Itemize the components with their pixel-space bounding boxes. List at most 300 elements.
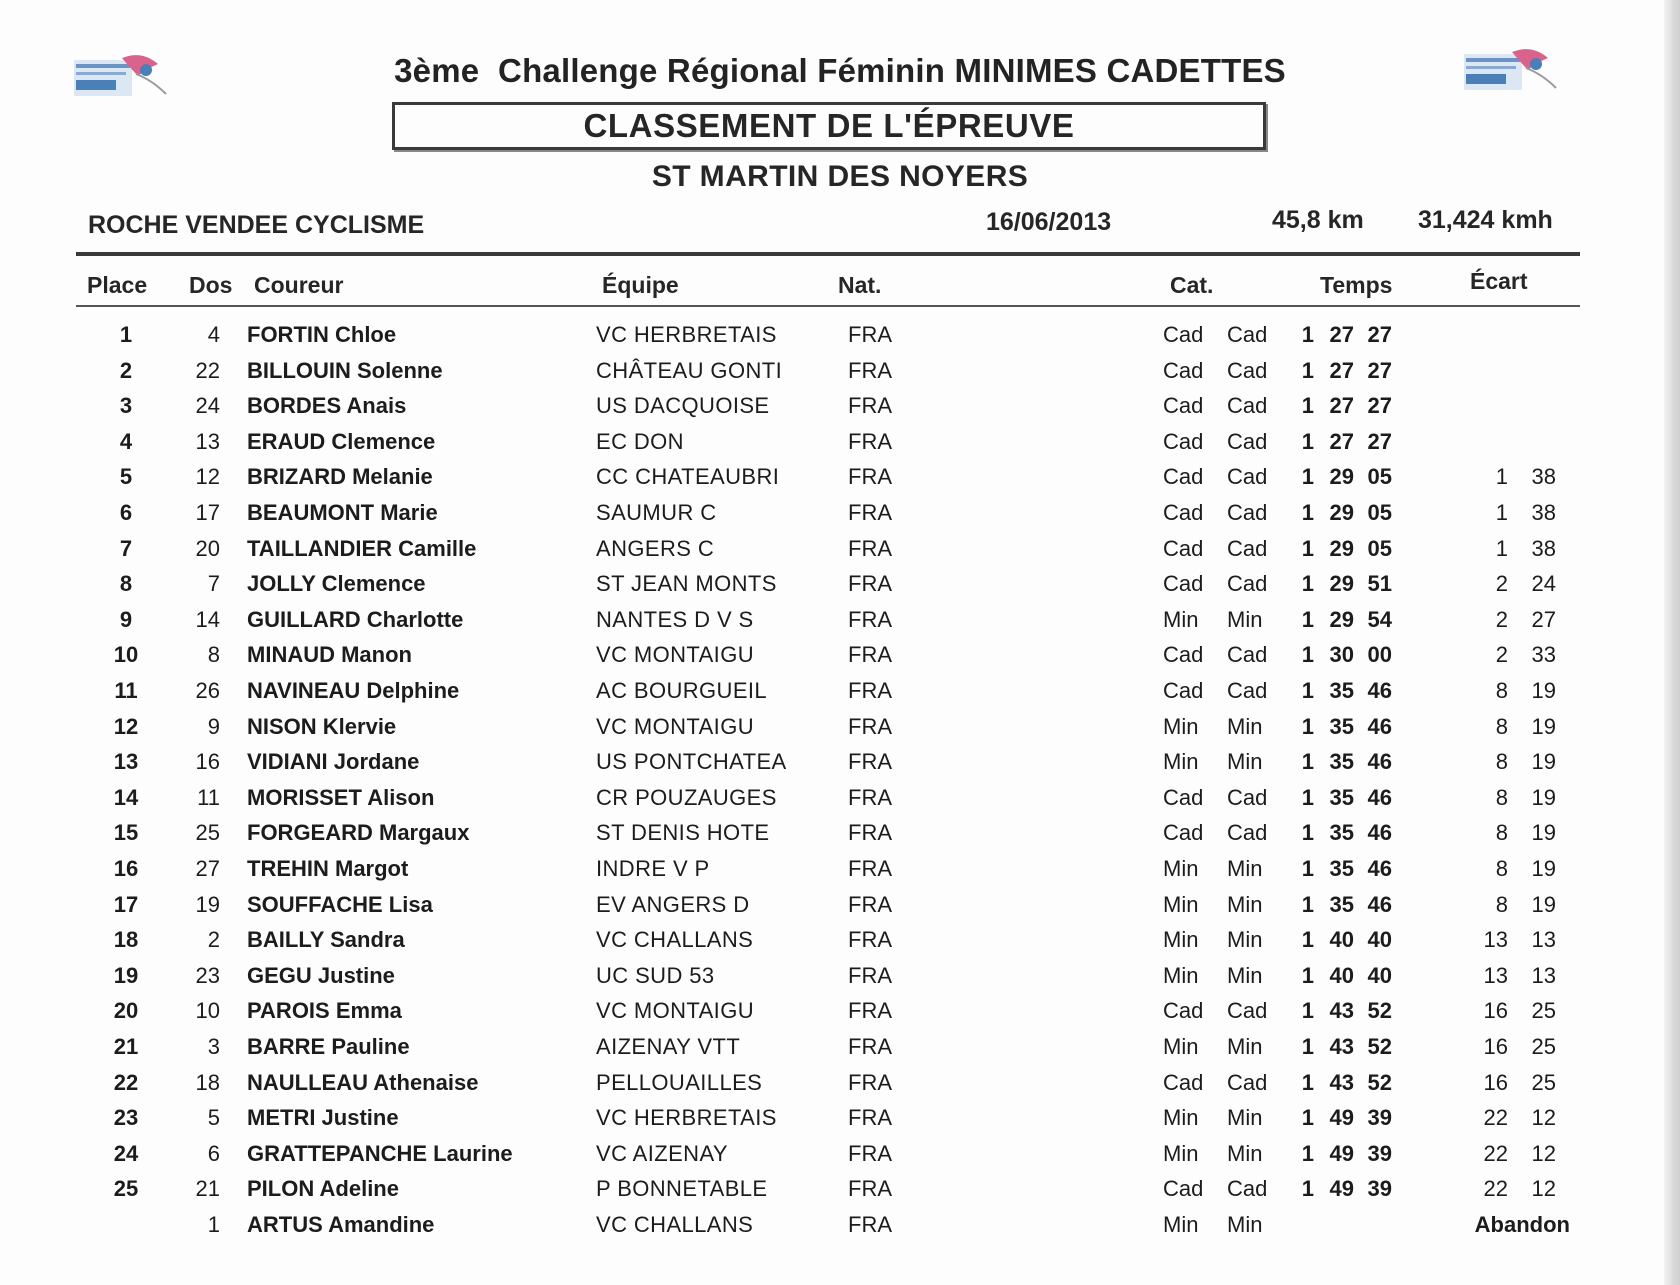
gap-minutes: 8 bbox=[1495, 784, 1508, 810]
nationality: FRA bbox=[848, 1034, 892, 1059]
category: Cad bbox=[1163, 535, 1204, 561]
gap-seconds: 12 bbox=[1531, 1105, 1556, 1131]
place: 1 bbox=[119, 322, 133, 347]
time-hours: 1 bbox=[1301, 535, 1314, 561]
bib-number: 19 bbox=[195, 891, 220, 917]
gap-seconds: 13 bbox=[1531, 927, 1556, 953]
table-row bbox=[0, 820, 1680, 854]
table-row bbox=[0, 678, 1680, 712]
gap-minutes: 2 bbox=[1495, 571, 1508, 597]
bib-number: 26 bbox=[195, 678, 220, 703]
time-minutes: 29 bbox=[1329, 464, 1354, 490]
place: 25 bbox=[113, 1176, 139, 1202]
team-name: CR POUZAUGES bbox=[596, 784, 777, 810]
title-prefix: 3ème bbox=[394, 52, 480, 89]
category: Min bbox=[1163, 1212, 1199, 1237]
time-minutes: 27 bbox=[1329, 357, 1354, 383]
category-2: Cad bbox=[1227, 464, 1268, 490]
bib-number: 3 bbox=[207, 1034, 220, 1059]
time-hours: 1 bbox=[1301, 357, 1314, 383]
category: Cad bbox=[1163, 464, 1204, 490]
time-seconds: 46 bbox=[1367, 749, 1392, 775]
category-2: Min bbox=[1227, 962, 1263, 988]
nationality: FRA bbox=[848, 856, 892, 881]
rider-name: TREHIN Margot bbox=[247, 856, 409, 881]
nationality: FRA bbox=[848, 962, 892, 988]
table-row bbox=[0, 785, 1680, 819]
category: Min bbox=[1163, 891, 1199, 917]
category: Cad bbox=[1163, 428, 1204, 454]
table-row bbox=[0, 322, 1680, 356]
bib-number: 6 bbox=[207, 1140, 220, 1166]
time-minutes: 29 bbox=[1329, 535, 1354, 561]
team-name: UC SUD 53 bbox=[596, 962, 715, 988]
team-name: AIZENAY VTT bbox=[596, 1034, 741, 1059]
col-header-time: Temps bbox=[1320, 272, 1393, 298]
title-main: Challenge Régional Féminin MINIMES CADETTES bbox=[498, 52, 1286, 89]
time-minutes: 40 bbox=[1329, 962, 1354, 988]
place: 12 bbox=[113, 713, 139, 739]
bib-number: 10 bbox=[195, 998, 220, 1024]
category-2: Cad bbox=[1227, 678, 1268, 703]
time-seconds: 54 bbox=[1367, 606, 1392, 632]
category: Cad bbox=[1163, 500, 1204, 525]
time-hours: 1 bbox=[1301, 820, 1314, 846]
time-hours: 1 bbox=[1301, 749, 1314, 775]
time-hours: 1 bbox=[1301, 998, 1314, 1024]
team-name: VC AIZENAY bbox=[596, 1140, 728, 1166]
gap-seconds: 19 bbox=[1531, 820, 1556, 846]
rider-name: NISON Klervie bbox=[247, 713, 397, 739]
rider-name: PAROIS Emma bbox=[247, 998, 402, 1024]
time-minutes: 29 bbox=[1329, 500, 1354, 525]
category: Cad bbox=[1163, 1069, 1204, 1095]
category: Cad bbox=[1163, 322, 1204, 347]
table-row bbox=[0, 856, 1680, 890]
table-row bbox=[0, 429, 1680, 463]
nationality: FRA bbox=[848, 642, 892, 668]
time-minutes: 27 bbox=[1329, 428, 1354, 454]
category: Min bbox=[1163, 856, 1199, 881]
place: 11 bbox=[114, 678, 138, 703]
category: Cad bbox=[1163, 393, 1204, 419]
rider-name: SOUFFACHE Lisa bbox=[247, 891, 433, 917]
rider-name: BORDES Anais bbox=[247, 393, 407, 419]
team-name: PELLOUAILLES bbox=[596, 1069, 763, 1095]
category-2: Cad bbox=[1227, 393, 1268, 419]
team-name: INDRE V P bbox=[596, 856, 710, 881]
time-hours: 1 bbox=[1301, 962, 1314, 988]
table-row bbox=[0, 393, 1680, 427]
category: Min bbox=[1163, 1140, 1199, 1166]
rider-name: BARRE Pauline bbox=[247, 1034, 410, 1059]
team-name: US DACQUOISE bbox=[596, 393, 770, 419]
category-2: Min bbox=[1227, 927, 1263, 953]
nationality: FRA bbox=[848, 927, 892, 953]
place: 15 bbox=[113, 820, 139, 846]
gap-seconds: 19 bbox=[1531, 891, 1556, 917]
time-hours: 1 bbox=[1301, 571, 1314, 597]
table-row bbox=[0, 607, 1680, 641]
team-name: CC CHATEAUBRI bbox=[596, 464, 780, 490]
rider-name: FORGEARD Margaux bbox=[247, 820, 470, 846]
team-name: ANGERS C bbox=[596, 535, 715, 561]
time-minutes: 35 bbox=[1329, 856, 1354, 881]
bib-number: 7 bbox=[207, 571, 220, 597]
category: Cad bbox=[1163, 1176, 1204, 1202]
nationality: FRA bbox=[848, 1105, 892, 1131]
category-2: Cad bbox=[1227, 1069, 1268, 1095]
time-minutes: 35 bbox=[1329, 820, 1354, 846]
rider-name: METRI Justine bbox=[247, 1105, 399, 1131]
nationality: FRA bbox=[848, 749, 892, 775]
rider-name: BILLOUIN Solenne bbox=[247, 357, 443, 383]
category-2: Min bbox=[1227, 713, 1263, 739]
gap-minutes: 1 bbox=[1495, 500, 1508, 525]
table-row bbox=[0, 1105, 1680, 1139]
nationality: FRA bbox=[848, 571, 892, 597]
place: 6 bbox=[119, 500, 133, 525]
gap-seconds: 12 bbox=[1531, 1140, 1556, 1166]
time-hours: 1 bbox=[1301, 393, 1314, 419]
time-seconds: 52 bbox=[1367, 998, 1392, 1024]
gap-minutes: 16 bbox=[1483, 1069, 1508, 1095]
time-minutes: 35 bbox=[1329, 784, 1354, 810]
table-row bbox=[0, 642, 1680, 676]
rider-name: TAILLANDIER Camille bbox=[247, 535, 477, 561]
gap-minutes: 8 bbox=[1495, 856, 1508, 881]
time-hours: 1 bbox=[1301, 1069, 1314, 1095]
time-seconds: 39 bbox=[1367, 1176, 1392, 1202]
nationality: FRA bbox=[848, 891, 892, 917]
gap-minutes: 13 bbox=[1483, 927, 1508, 953]
rider-name: VIDIANI Jordane bbox=[247, 749, 420, 775]
gap-minutes: 22 bbox=[1483, 1105, 1508, 1131]
table-row bbox=[0, 1176, 1680, 1210]
nationality: FRA bbox=[848, 393, 892, 419]
category: Cad bbox=[1163, 678, 1204, 703]
place: 23 bbox=[113, 1105, 139, 1131]
gap-seconds: 25 bbox=[1531, 1069, 1556, 1095]
place: 17 bbox=[113, 891, 139, 917]
time-hours: 1 bbox=[1301, 322, 1314, 347]
abandon-status: Abandon bbox=[1474, 1212, 1570, 1237]
bib-number: 24 bbox=[195, 393, 220, 419]
bib-number: 21 bbox=[195, 1176, 220, 1202]
category-2: Cad bbox=[1227, 642, 1268, 668]
gap-seconds: 38 bbox=[1531, 464, 1556, 490]
time-seconds: 46 bbox=[1367, 784, 1392, 810]
gap-seconds: 12 bbox=[1531, 1176, 1556, 1202]
category-2: Min bbox=[1227, 1105, 1263, 1131]
nationality: FRA bbox=[848, 535, 892, 561]
rider-name: MORISSET Alison bbox=[247, 784, 435, 810]
place: 5 bbox=[119, 464, 133, 490]
time-seconds: 52 bbox=[1367, 1069, 1392, 1095]
gap-seconds: 33 bbox=[1531, 642, 1556, 668]
category-2: Min bbox=[1227, 1034, 1263, 1059]
time-minutes: 27 bbox=[1329, 322, 1354, 347]
place: 13 bbox=[113, 749, 139, 775]
nationality: FRA bbox=[848, 428, 892, 454]
place: 9 bbox=[119, 606, 133, 632]
gap-minutes: 1 bbox=[1495, 464, 1508, 490]
bib-number: 23 bbox=[195, 962, 220, 988]
gap-minutes: 8 bbox=[1495, 820, 1508, 846]
time-seconds: 46 bbox=[1367, 891, 1392, 917]
rider-name: JOLLY Clemence bbox=[247, 571, 426, 597]
team-name: P BONNETABLE bbox=[596, 1176, 768, 1202]
bib-number: 14 bbox=[195, 606, 220, 632]
gap-minutes: 13 bbox=[1483, 962, 1508, 988]
organizer: ROCHE VENDEE CYCLISME bbox=[88, 211, 425, 239]
category: Min bbox=[1163, 749, 1199, 775]
nationality: FRA bbox=[848, 1212, 892, 1237]
time-minutes: 40 bbox=[1329, 927, 1354, 953]
nationality: FRA bbox=[848, 606, 892, 632]
table-row bbox=[0, 500, 1680, 534]
time-seconds: 51 bbox=[1367, 571, 1392, 597]
team-name: NANTES D V S bbox=[596, 606, 754, 632]
table-row bbox=[0, 892, 1680, 926]
table-row bbox=[0, 571, 1680, 605]
team-name: VC HERBRETAIS bbox=[596, 1105, 777, 1131]
bib-number: 2 bbox=[207, 927, 220, 953]
gap-minutes: 8 bbox=[1495, 678, 1508, 703]
table-row bbox=[0, 963, 1680, 997]
team-name: ST JEAN MONTS bbox=[596, 571, 777, 597]
team-name: VC CHALLANS bbox=[596, 927, 754, 953]
bib-number: 5 bbox=[207, 1105, 220, 1131]
rider-name: BRIZARD Melanie bbox=[247, 464, 433, 490]
team-name: VC MONTAIGU bbox=[596, 642, 754, 668]
col-header-team: Équipe bbox=[602, 272, 679, 298]
time-minutes: 49 bbox=[1329, 1105, 1354, 1131]
rider-name: NAVINEAU Delphine bbox=[247, 678, 460, 703]
team-name: SAUMUR C bbox=[596, 500, 717, 525]
team-name: CHÂTEAU GONTI bbox=[596, 357, 783, 383]
rider-name: PILON Adeline bbox=[247, 1176, 399, 1202]
col-header-rider: Coureur bbox=[254, 272, 344, 298]
time-minutes: 43 bbox=[1329, 1069, 1354, 1095]
table-row bbox=[0, 749, 1680, 783]
time-hours: 1 bbox=[1301, 856, 1314, 881]
place: 14 bbox=[113, 784, 139, 810]
nationality: FRA bbox=[848, 1176, 892, 1202]
gap-minutes: 22 bbox=[1483, 1140, 1508, 1166]
place: 22 bbox=[113, 1069, 139, 1095]
category-2: Cad bbox=[1227, 820, 1268, 846]
category-2: Cad bbox=[1227, 357, 1268, 383]
time-minutes: 27 bbox=[1329, 393, 1354, 419]
table-row bbox=[0, 536, 1680, 570]
gap-seconds: 27 bbox=[1531, 606, 1556, 632]
rider-name: ERAUD Clemence bbox=[247, 428, 436, 454]
time-seconds: 39 bbox=[1367, 1140, 1392, 1166]
bib-number: 9 bbox=[207, 713, 220, 739]
time-minutes: 29 bbox=[1329, 606, 1354, 632]
table-header-rule bbox=[76, 305, 1580, 307]
place: 7 bbox=[119, 535, 133, 561]
table-row bbox=[0, 927, 1680, 961]
table-row bbox=[0, 1141, 1680, 1175]
time-seconds: 40 bbox=[1367, 962, 1392, 988]
gap-minutes: 2 bbox=[1495, 642, 1508, 668]
time-seconds: 39 bbox=[1367, 1105, 1392, 1131]
nationality: FRA bbox=[848, 322, 892, 347]
time-hours: 1 bbox=[1301, 927, 1314, 953]
category: Cad bbox=[1163, 820, 1204, 846]
time-hours: 1 bbox=[1301, 1105, 1314, 1131]
bib-number: 25 bbox=[195, 820, 220, 846]
time-seconds: 52 bbox=[1367, 1034, 1392, 1059]
place: 3 bbox=[119, 393, 133, 419]
average-speed: 31,424 kmh bbox=[1418, 206, 1553, 234]
bib-number: 8 bbox=[207, 642, 220, 668]
time-minutes: 43 bbox=[1329, 998, 1354, 1024]
time-minutes: 30 bbox=[1329, 642, 1354, 668]
time-hours: 1 bbox=[1301, 1034, 1314, 1059]
gap-minutes: 22 bbox=[1483, 1176, 1508, 1202]
time-seconds: 27 bbox=[1367, 428, 1392, 454]
race-location: ST MARTIN DES NOYERS bbox=[651, 160, 1029, 193]
time-minutes: 35 bbox=[1329, 713, 1354, 739]
table-row bbox=[0, 464, 1680, 498]
gap-minutes: 2 bbox=[1495, 606, 1508, 632]
rider-name: GRATTEPANCHE Laurine bbox=[247, 1140, 513, 1166]
time-hours: 1 bbox=[1301, 891, 1314, 917]
category-2: Cad bbox=[1227, 535, 1268, 561]
bib-number: 13 bbox=[195, 428, 220, 454]
category-2: Cad bbox=[1227, 428, 1268, 454]
time-seconds: 27 bbox=[1367, 393, 1392, 419]
time-minutes: 35 bbox=[1329, 749, 1354, 775]
category-2: Min bbox=[1227, 1140, 1263, 1166]
category-2: Cad bbox=[1227, 322, 1268, 347]
time-hours: 1 bbox=[1301, 1176, 1314, 1202]
gap-seconds: 19 bbox=[1531, 856, 1556, 881]
category-2: Min bbox=[1227, 606, 1263, 632]
category-2: Cad bbox=[1227, 998, 1268, 1024]
team-name: VC CHALLANS bbox=[596, 1212, 754, 1237]
team-name: AC BOURGUEIL bbox=[596, 678, 768, 703]
team-name: VC MONTAIGU bbox=[596, 998, 754, 1024]
time-hours: 1 bbox=[1301, 678, 1314, 703]
category: Min bbox=[1163, 606, 1199, 632]
page-title bbox=[0, 52, 1680, 90]
team-name: VC HERBRETAIS bbox=[596, 322, 777, 347]
rider-name: FORTIN Chloe bbox=[247, 322, 397, 347]
category: Min bbox=[1163, 1034, 1199, 1059]
gap-seconds: 19 bbox=[1531, 749, 1556, 775]
category-2: Cad bbox=[1227, 784, 1268, 810]
col-header-nat: Nat. bbox=[838, 272, 882, 298]
time-seconds: 40 bbox=[1367, 927, 1392, 953]
category: Cad bbox=[1163, 357, 1204, 383]
time-minutes: 43 bbox=[1329, 1034, 1354, 1059]
time-minutes: 49 bbox=[1329, 1140, 1354, 1166]
rider-name: BEAUMONT Marie bbox=[247, 500, 438, 525]
time-minutes: 35 bbox=[1329, 891, 1354, 917]
race-distance: 45,8 km bbox=[1272, 206, 1364, 234]
table-top-rule bbox=[76, 252, 1580, 256]
bib-number: 27 bbox=[195, 856, 220, 881]
nationality: FRA bbox=[848, 357, 892, 383]
nationality: FRA bbox=[848, 1069, 892, 1095]
place: 19 bbox=[113, 962, 139, 988]
category: Min bbox=[1163, 1105, 1199, 1131]
time-seconds: 00 bbox=[1367, 642, 1392, 668]
place: 18 bbox=[113, 927, 139, 953]
ranking-title-box: CLASSEMENT DE L'ÉPREUVE bbox=[392, 102, 1266, 150]
category: Min bbox=[1163, 927, 1199, 953]
rider-name: ARTUS Amandine bbox=[247, 1212, 435, 1237]
gap-minutes: 16 bbox=[1483, 1034, 1508, 1059]
gap-seconds: 25 bbox=[1531, 998, 1556, 1024]
category-2: Min bbox=[1227, 1212, 1263, 1237]
table-row bbox=[0, 1070, 1680, 1104]
table-row-abandon bbox=[0, 1212, 1680, 1246]
time-seconds: 46 bbox=[1367, 820, 1392, 846]
time-seconds: 27 bbox=[1367, 357, 1392, 383]
place: 8 bbox=[119, 571, 133, 597]
nationality: FRA bbox=[848, 713, 892, 739]
rider-name: GUILLARD Charlotte bbox=[247, 606, 464, 632]
table-row bbox=[0, 714, 1680, 748]
bib-number: 12 bbox=[195, 464, 220, 490]
time-hours: 1 bbox=[1301, 784, 1314, 810]
place: 16 bbox=[113, 856, 139, 881]
gap-minutes: 16 bbox=[1483, 998, 1508, 1024]
category: Cad bbox=[1163, 571, 1204, 597]
time-hours: 1 bbox=[1301, 428, 1314, 454]
time-minutes: 35 bbox=[1329, 678, 1354, 703]
nationality: FRA bbox=[848, 678, 892, 703]
category: Min bbox=[1163, 713, 1199, 739]
team-name: EC DON bbox=[596, 428, 684, 454]
gap-minutes: 8 bbox=[1495, 713, 1508, 739]
time-hours: 1 bbox=[1301, 500, 1314, 525]
gap-seconds: 13 bbox=[1531, 962, 1556, 988]
category: Min bbox=[1163, 962, 1199, 988]
category: Cad bbox=[1163, 642, 1204, 668]
place: 20 bbox=[113, 998, 139, 1024]
time-seconds: 05 bbox=[1367, 464, 1392, 490]
time-seconds: 05 bbox=[1367, 500, 1392, 525]
time-hours: 1 bbox=[1301, 606, 1314, 632]
category-2: Cad bbox=[1227, 500, 1268, 525]
category: Cad bbox=[1163, 784, 1204, 810]
col-header-cat: Cat. bbox=[1170, 272, 1214, 298]
category-2: Min bbox=[1227, 856, 1263, 881]
place: 24 bbox=[113, 1140, 139, 1166]
rider-name: GEGU Justine bbox=[247, 962, 395, 988]
time-seconds: 46 bbox=[1367, 678, 1392, 703]
nationality: FRA bbox=[848, 500, 892, 525]
table-row bbox=[0, 358, 1680, 392]
place: 10 bbox=[113, 642, 139, 668]
team-name: VC MONTAIGU bbox=[596, 713, 754, 739]
bib-number: 11 bbox=[197, 784, 220, 810]
team-name: ST DENIS HOTE bbox=[596, 820, 770, 846]
category: Cad bbox=[1163, 998, 1204, 1024]
team-name: EV ANGERS D bbox=[596, 891, 750, 917]
gap-minutes: 8 bbox=[1495, 749, 1508, 775]
rider-name: BAILLY Sandra bbox=[247, 927, 405, 953]
nationality: FRA bbox=[848, 820, 892, 846]
place: 21 bbox=[113, 1034, 139, 1059]
place: 2 bbox=[119, 357, 133, 383]
